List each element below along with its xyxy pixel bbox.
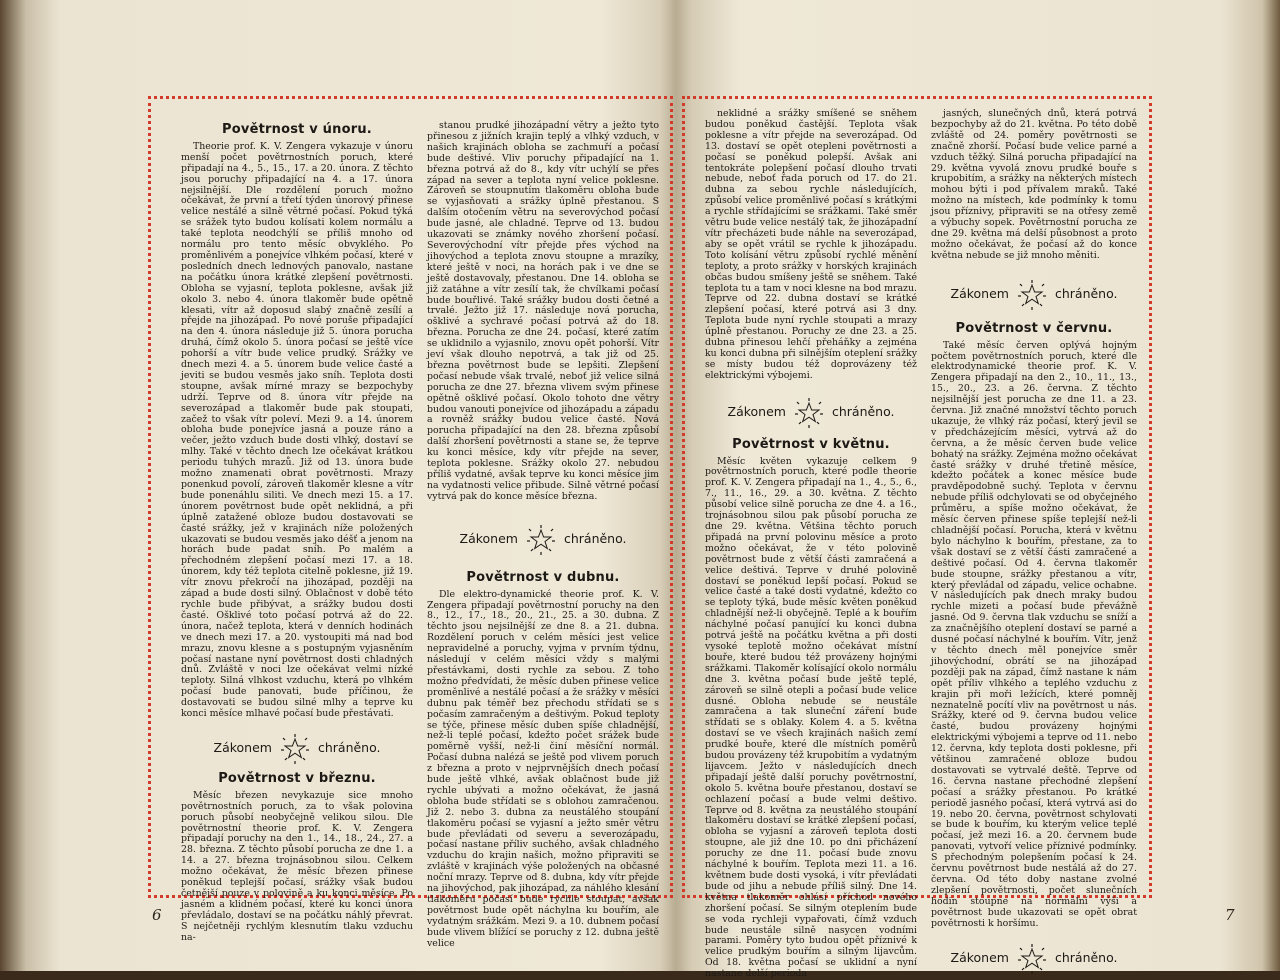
stamp-left-text: Zákonem [950,286,1009,302]
text-april-continued: neklidné a srážky smíšené se sněhem budou poněkud častější. Teplota však poklesne a vítr přejde na severozápad. Od 13. dostaví se opět otepleni povětrnosti a počasí se poněkud polepší. Avšak ani tentokráte polepšení počasí dlouho trvati nebude, neboť řada poruch od 17. do 21. dubna za sebou rychle následujících, způsobí velice proměnlivé počasí s krátkými a rychle střídajícími se srážkami. Také směr větru bude velice nestálý tak, že jihozápadní vítr přecházeti bude náhle na severozápad, aby se opět vrátil se rychle k jihozápadu. Toto kolísání větru způsobí rychlé měnění teploty, a proto srážky v horských krajinách občas budou smíšeny ještě se sněhem. Také teplota tu a tam v noci klesne na bod mrazu. Teprve od 22. dubna dostaví se krátké zlepšení počasí, které potrvá asi 3 dny. Teplota bude nyní rychle stoupati a mrazy úplně přestanou. Poruchy ze dne 23. a 25. dubna přinesou lehčí přeháňky a zejména ku konci dubna při silnějším oteplení srážky se místy budou též doprovázeny též elektrickými výbojemi. [705,108,917,381]
stamp-right-text: chráněno. [563,531,627,547]
copyright-stamp [931,280,1137,310]
text-march-continued: stanou prudké jihozápadní větry a ježto tyto přinesou z jižních krajin teplý a vlhký vzduch, v našich krajinách obloha se zachmuří a počasí bude deštivé. Vliv poruchy připadající na 1. března potrvá až do 8., kdy vítr uchýlí se přes západ na sever a teplota nyní velice poklesne. Zároveň se stoupnutím tlakoměru obloha bude se vyjasňovati a srážky úplně přestanou. S dalším otočením větru na severovýchod počasí bude jasné, ale chladné. Teprve od 13. budou ukazovati se známky nového zhoršení počasí. Severovýchodní vítr přejde přes východ na jihovýchod a teplota znovu stoupne a mrazíky, které ještě v noci, na horách pak i ve dne se ještě dostavovaly, přestanou. Dne 14. obloha se již zatáhne a vítr zesílí tak, že chvílkami počasí bude bouřlivé. Také srážky budou dosti četné a trvalé. Ježto již 17. následuje nová porucha, ošklivé a sychravé počasí potrvá až do 18. března. Porucha ze dne 24. počasí, které zatím se uklidnilo a vyjasnilo, znovu opět pohorší. Vítr jeví však dlouho nepotrvá, a tak již od 25. března povětrnost bude se lepšiti. Zlepšení počasí nebude však trvalé, neboť již velice silná porucha ze dne 27. března vlivem svým přinese opětně ošklivé počasí. Okolo tohoto dne větry budou vanouti ponejvíce od jihozápadu a západu a rovněž srážky budou velice časté. Nová porucha připadající na den 28. března způsobí další zhoršení povětrnosti a stane se, že teprve ku konci měsíce, kdy vítr přejde na sever, teplota poklesne. Srážky okolo 27. nebudou příliš vydatné, avšak teprve ku konci měsíce jim na vydatnosti velice přibude. Silně větrné počasí vytrvá pak do konce měsíce března. [427,120,659,502]
page-number-right: 7 [1225,906,1235,924]
right-column-1 [705,108,917,980]
stamp-left-text: Zákonem [727,404,786,420]
copyright-stamp [427,525,659,555]
stamp-right-text: chráněno. [1054,950,1118,966]
left-column-2 [427,109,659,949]
stamp-right-text: chráněno. [1054,286,1118,302]
star-emblem-icon [794,398,824,428]
stamp-left-text: Zákonem [950,950,1009,966]
right-page-frame [682,96,1152,980]
left-column-1 [181,109,413,943]
stamp-right-text: chráněno. [317,740,381,756]
copyright-stamp [181,734,413,764]
text-april: Dle elektro-dynamické theorie prof. K. V. Zengera připadají povětrnostní poruchy na den 8., 12., 17., 18., 20., 21., 25. a 30. dubna. Z těchto jsou nejsilnější ze dne 8. a 21. dubna. Rozdělení poruch v celém měsíci jest velice nepravidelné a poruchy, vyjma v prvním týdnu, následují v celém měsíci vždy s malými přestávkami, dosti rychle za sebou. Z toho možno předvídati, že měsíc duben přinese velice proměnlivé a nestálé počasí a že srážky v měsíci dubnu pak téměř bez přechodu střídati se s počasím zamračeným a deštivým. Pokud teploty se týče, přinese měsíc duben spíše chladnější, než-li teplé počasí, kdežto počet srážek bude poměrně vyšší, než-li činí měsíční normál. Počasí dubna nalézá se ještě pod vlivem poruch z března a proto v nejprvnějších dnech počasí bude ještě vlhké, avšak oblačnost bude již rychle ubývati a možno očekávat, že jasná obloha bude střídati se s oblohou zamračenou. Již 2. nebo 3. dubna za neustálého stoupání tlakoměru počasí se vyjasní a ježto směr větru bude převládati od severu a severozápadu, počasí nastane příliv suchého, avšak chladného vzduchu do krajin našich, možno připraviti se zvláště v krajinách výše položených na občasné noční mrazy. Teprve od 8. dubna, kdy vítr přejde na jihovýchod, pak jihozápad, za náhlého klesání tlakoměru počasí bude rychle stoupat, avšak povětrnost bude opět náchylna ku bouřím, ale vydatným srážkám. Mezi 9. a 10. dubnem počasí bude vlivem blížící se poruchy z 12. dubna ještě velice [427,588,659,949]
heading-april: Povětrnost v dubnu. [466,569,620,585]
text-may-continued: jasných, slunečných dnů, která potrvá bezpochyby až do 21. května. Po této době zvláště od 24. poměry povětrnosti se značně zhorší. Počasí bude velice parné a vzduch těžký. Silná porucha připadající na 29. května vyvolá znovu prudké bouře s krupobitím, a srážky na některých místech mohou býti i pod přívalem mraků. Také možno na místech, kde podmínky k tomu jsou příznivy, připraviti se na otřesy země a výbuchy sopek. Povětrnostní porucha ze dne 29. května má delší působnost a proto možno očekávat, že počasí až do konce května nebude se již mnoho měniti. [931,108,1137,261]
heading-february: Povětrnost v únoru. [222,122,372,137]
star-emblem-icon [526,525,556,555]
right-column-2 [931,108,1137,966]
stamp-left-text: Zákonem [213,740,272,756]
heading-june: Povětrnost v červnu. [955,320,1113,336]
copyright-stamp [931,944,1137,974]
stamp-right-text: chráněno. [831,404,895,420]
page-number-left: 6 [152,906,162,924]
star-emblem-icon [1017,944,1047,974]
text-february: Theorie prof. K. V. Zengera vykazuje v únoru menší počet povětrnostních poruch, které připadají na 4., 5., 15., 17. a 20. února. Z těchto jsou poruchy připadající na 4. a 17. února nejsilnější. Dle rozdělení poruch možno očekávat, že první a třetí týden únorový přinese velice nestálé a silně větrné počasí. Pokud týká se srážek tyto budou kolísati kolem normálu a také teplota neodchýlí se příliš mnoho od normálu pro tento měsíc obvyklého. Po proměnlivém a ponejvíce vlhkém počasí, které v posledních dnech lednových panovalo, nastane na počátku února krátké zlepšení povětrnosti. Obloha se vyjasní, teplota poklesne, avšak již okolo 3. nebo 4. února tlakoměr bude opětně klesati, vítr až doposud slabý značně zesílí a přejde na jihozápad. Po nové poruše připadající na den 4. února následuje již 5. února porucha druhá, čímž okolo 5. února počasí se ještě více pohorší a vítr bude velice prudký. Srážky ve dnech mezi 4. a 5. únorem bude velice časté a jeviti se budou vesměs jako sníh. Teplota dosti stoupne, avšak mírné mrazy se bezpochyby udrží. Teprve od 8. února vítr přejde na severozápad a tlakoměr bude pak stoupati, začež to však vítr poleví. Mezi 9. a 14. únorem obloha bude ponejvíce jasná a pouze ráno a večer, ježto vzduch bude dosti vlhký, dostaví se mlhy. Také v těchto dnech lze očekávat krátkou periodu tuhých mrazů. Již od 13. února bude možno znamenati obrat povětrnosti. Mrazy ponenkud povolí, zároveň tlakoměr klesne a vítr bude ponenáhlu siliti. Ve dnech mezi 15. a 17. únorem povětrnost bude opět neklidná, a při úplně zatažené obloze budou dostavovati se časté srážky, jež v krajinách níže položených ukazovati se budou vesměs jako déšť a jenom na horách bude padat sníh. Po malém a přechodném zlepšení počasí mezi 17. a 18. únorem, kdy též teplota citelně poklesne, již 19. vítr znovu překročí na jihozápad, později na západ a bude dosti silný. Oblačnost v době této rychle bude přibývat, a srážky budou dosti časté. Ošklivé toto počasí potrvá až do 22. února, načež teplota, která v denních hodinách ve dnech mezi 17. a 20. vystoupiti má nad bod mrazu, znovu klesne a s postupným vyjasněním počasí nastane nyní povětrnost dosti chladných dnů. Zvláště v noci lze očekávat velmi nízké teploty. Silná vlhkost vzduchu, která po vlhkém počasí bude panovati, bude příčinou, že dostavovati se budou silné mlhy a teprve ku konci měsíce mlhavé počasí bude přestávati. [181,140,413,720]
text-june: Také měsíc červen oplývá hojným počtem povětrnostních poruch, které dle elektrodynamické theorie prof. K. V. Zengera připadají na den 2., 10., 11., 13., 15., 20., 23. a 26. června. Z těchto nejsilnější jest porucha ze dne 11. a 23. června. Již značné množství těchto poruch ukazuje, že vlhký ráz počasí, který jevil se v předcházejícím měsíci, vytrvá až do června, a že měsíc červen bude velice bohatý na srážky. Zejména možno očekávat časté srážky v druhé třetině měsíce, kdežto počátek a konec měsíce bude pravděpodobně suchý. Teplota v červnu nebude příliš odchylovati se od obyčejného průměru, a spíše možno očekávat, že měsíc červen přinese spíše teplejší než-li chladnější počasí. Porucha, která v květnu bylo náchylno k bouřím, přestane, za to však dostaví se z větší části zamračené a deštivé počasí. Od 4. června tlakoměr bude stoupne, srážky přestanou a vítr, který převládal od západu, velice ochabne. V následujících pak dnech mraky budou rychle mizeti a počasí bude převážně jasné. Od 9. června tlak vzduchu se sníží a za značnějšího oteplení dostaví se parné a dusné počasí náchylné k bouřím. Vítr, jenž v těchto dnech měl ponejvíce směr jihovýchodní, obrátí se na jihozápad později pak na západ, čímž nastane k nám opět příliv vlhkého a teplého vzduchu z krajin při moři ležících, které pomněj neznatelně pocítí vliv na povětrnost u nás. Srážky, které od 9. června budou velice časté, budou provázeny hojnými elektrickými výbojemi a teprve od 11. nebo 12. června, kdy teplota dosti poklesne, při většinou zamračené obloze budou dostavovati se vytrvalé deště. Teprve od 16. června nastane přechodné zlepšení počasí a srážky přestanou. Po krátké periodě jasného počasí, která vytrvá asi do 19. nebo 20. června, povětrnost schylovati se bude k bouřím, ku kterým velice teplé počasí, jež mezi 16. a 20. červnem bude panovati, vytvoří velice příznivé podmínky. S přechodným polepšením počasí k 24. červnu povětrnost bude nestálá až do 27. června. Od této doby nastane zvolné zlepšení povětrnosti, počet slunečních hodin stoupne na normální výši a povětrnost bude ukazovati se opět obrat povětrnosti k horšímu. [931,339,1137,929]
stamp-left-text: Zákonem [459,531,518,547]
copyright-stamp [705,398,917,428]
star-emblem-icon [1017,280,1047,310]
heading-may: Povětrnost v květnu. [732,436,890,452]
text-march: Měsíc březen nevykazuje sice mnoho povětrnostních poruch, za to však polovina poruch působí neobyčejně velikou silou. Dle povětrnostní theorie prof. K. V. Zengera připadají poruchy na den 1., 14., 18., 24., 27. a 28. března. Z těchto působí porucha ze dne 1. a 14. a 27. března trojnásobnou silou. Celkem možno očekávat, že měsíc březen přinese poněkud teplejší počasí, srážky však budou četnější pouze v polovině a ku konci měsíce. Po jasném a klidném počasí, které ku konci února převládalo, dostaví se na počátku náhlý převrat. S nejčetněji rychlým klesnutím tlaku vzduchu na- [181,789,413,943]
text-may: Měsíc květen vykazuje celkem 9 povětrnostních poruch, které podle theorie prof. K. V. Zengera připadají na 1., 4., 5., 6., 7., 11., 16., 29. a 30. května. Z těchto působí velice silně porucha ze dne 4. a 16., trojnásobnou silou pak působí porucha ze dne 29. května. Většina těchto poruch připadá na první polovinu měsíce a proto možno očekávat, že v této polovině povětrnost bude z větší části zamračená a velice deštivá. Teprve v druhé polovině dostaví se poněkud lepší počasí. Pokud se velice časté a také dosti vydatné, kdežto co se teploty týká, bude měsíc květen poněkud chladnější než-li obyčejně. Teplé a k bouřím náchylné počasí panující ku konci dubna potrvá ještě na počátku května a při dosti vysoké teplotě možno očekávat místní bouře, které budou též provázeny hojnými srážkami. Tlakoměr kolísající okolo normálu dne 3. května počasí bude ještě teplé, zároveň se silně otepli a počasí bude velice dusné. Obloha nebude se neustále zamračena a tak sluneční záření bude střídati se s oblaky. Kolem 4. a 5. května dostaví se ve všech krajinách našich zemí prudké bouře, které dle místních poměrů budou provázeny též krupobitím a vydatným lijavcem. Ježto v následujících dnech připadají ještě další poruchy povětrnostní, okolo 5. května bouře přestanou, dostaví se ochlazení počasí a bude velmi deštivo. Teprve od 8. května za neustálého stoupání tlakoměru dostaví se krátké zlepšení počasí, obloha se vyjasní a zároveň teplota dosti stoupne, ale již dne 10. po dni přicházení poruchy ze dne 11. počasí bude znovu náchylné k bouřím. Teplota mezi 11. a 16. květnem bude dosti vysoká, i vítr převládati bude od jihu a nebude příliš silný. Dne 14. května tlakoměr ohlásí příchod nového zhoršení počasí. Se silným oteplením bude se voda rychleji vypařovati, čímž vzduch bude neustále silně nasycen vodními parami. Poměry tyto budou opět příznivé k velice prudkým bouřím a silným lijavcům. Od 18. května počasí se uklidní a nyní nastane delší perioda [705,455,917,980]
star-emblem-icon [280,734,310,764]
heading-march: Povětrnost v březnu. [218,770,376,786]
left-page-frame [148,96,673,949]
